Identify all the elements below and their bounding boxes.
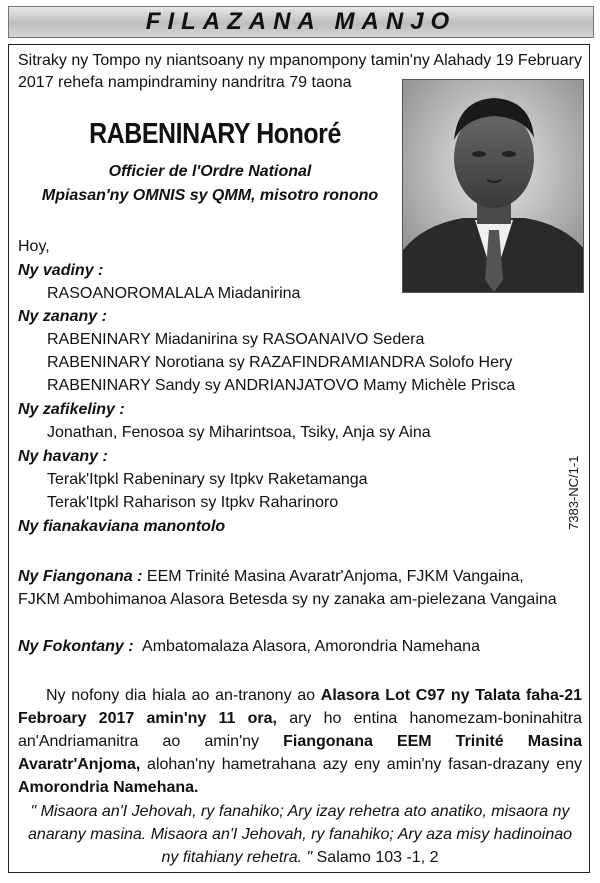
funeral-text-1: Ny nofony dia hiala ao an-tranony ao (46, 687, 321, 704)
funeral-date: Febroary 2017 amin'ny 11 ora, (18, 710, 277, 727)
deceased-title-2: Mpiasan'ny OMNIS sy QMM, misotro ronono (41, 187, 379, 204)
funeral-paragraph (18, 684, 582, 799)
intro-line-1: Sitraky ny Tompo ny niantsoany ny mpanompony tamin'ny Alahady 19 February (18, 52, 582, 69)
relative-1: Terak'Itpkl Rabeninary sy Itpkv Raketamanga (47, 471, 368, 488)
banner-title: FILAZANA MANJO (145, 8, 457, 35)
family-closing: Ny fianakaviana manontolo (18, 518, 226, 535)
portrait-icon (403, 80, 584, 293)
funeral-address: Alasora Lot C97 ny Talata faha-21 (320, 687, 583, 704)
church-text-1: EEM Trinité Masina Avaratr'Anjoma, FJKM Vangaina, (146, 568, 524, 585)
spouse-name: RASOANOROMALALA Miadanirina (47, 285, 301, 302)
verse-line-1: " Misaora an'I Jehovah, ry fanahiko; Ary izay rehetra ato anatiko, misaora ny (30, 803, 570, 820)
funeral-text-2: ary ho entina hanomezam-boninahitra (276, 710, 582, 727)
fokontany-line (18, 636, 480, 658)
children-heading: Ny zanany : (18, 308, 107, 325)
funeral-church: Fiangonana EEM Trinité Masina (283, 733, 582, 750)
header-banner (8, 6, 594, 38)
deceased-title-1: Officier de l'Ordre National (108, 163, 312, 180)
fokontany-text: Ambatomalaza Alasora, Amorondria Namehana (142, 638, 480, 655)
grandchildren-heading: Ny zafikeliny : (18, 401, 125, 418)
funeral-text-4: alohan'ny hametrahana azy eny amin'ny fasan-drazany eny (140, 756, 582, 773)
child-2: RABENINARY Norotiana sy RAZAFINDRAMIANDRA Solofo Hery (47, 354, 513, 371)
greeting: Hoy, (18, 238, 50, 255)
grandchildren-names: Jonathan, Fenosoa sy Miharintsoa, Tsiky, Anja sy Aina (47, 424, 431, 441)
church-heading: Ny Fiangonana : (18, 568, 143, 585)
funeral-church-location: Avaratr'Anjoma, (18, 756, 141, 773)
relatives-heading: Ny havany : (18, 448, 108, 465)
child-3: RABENINARY Sandy sy ANDRIANJATOVO Mamy Michèle Prisca (47, 377, 516, 394)
verse-reference: Salamo 103 -1, 2 (312, 849, 439, 866)
funeral-text-3: an'Andriamanitra ao amin'ny (18, 733, 284, 750)
relative-2: Terak'Itpkl Raharison sy Itpkv Raharinoro (47, 494, 339, 511)
child-1: RABENINARY Miadanirina sy RASOANAIVO Sedera (47, 331, 425, 348)
funeral-burial-place: Amorondria Namehana. (18, 779, 199, 796)
reference-code: 7383-NC/1-1 (566, 455, 581, 530)
fokontany-heading: Ny Fokontany : (18, 638, 134, 655)
verse-text-3: ny fitahiany rehetra. " (161, 849, 313, 866)
verse-line-3 (18, 847, 582, 869)
church-line-1 (18, 566, 580, 588)
church-line-2: FJKM Ambohimanoa Alasora Betesda sy ny zanaka am-pielezana Vangaina (18, 591, 557, 608)
intro-line-2: 2017 rehefa nampindraminy nandritra 79 taona (18, 74, 352, 91)
verse-line-2: anarany masina. Misaora an'I Jehovah, ry fanahiko; Ary aza misy hadinoinao (27, 826, 573, 843)
spouse-heading: Ny vadiny : (18, 262, 104, 279)
portrait-photo (402, 79, 584, 293)
deceased-name: RABENINARY Honoré (89, 118, 341, 150)
